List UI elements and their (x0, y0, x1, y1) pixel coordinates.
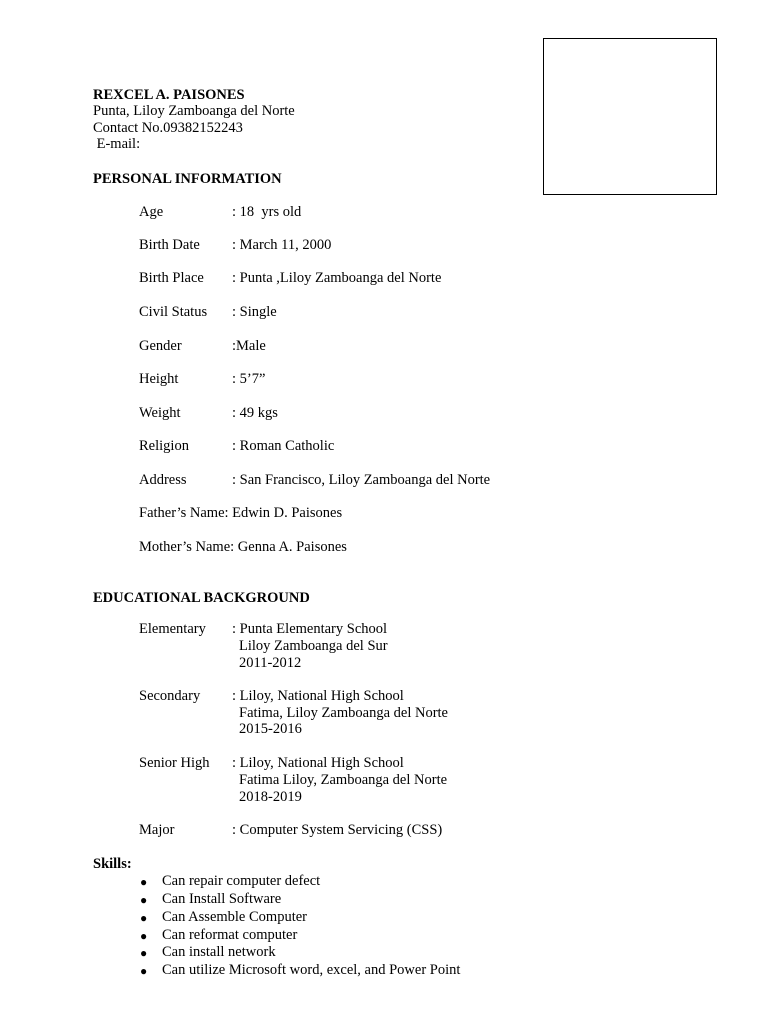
school-location: Fatima Liloy, Zamboanga del Norte (239, 772, 448, 788)
field-value: :Male (232, 338, 266, 354)
applicant-name: REXCEL A. PAISONES (93, 87, 245, 103)
field-label: Civil Status (139, 304, 208, 320)
field-value: : Single (232, 304, 277, 320)
field-label: Birth Date (139, 237, 200, 253)
school-name: : Liloy, National High School (232, 688, 404, 704)
field-label: Weight (139, 405, 181, 421)
field-value: : 18 yrs old (232, 204, 302, 220)
bullet-icon: ● (140, 911, 148, 925)
field-value: : 49 kgs (232, 405, 278, 421)
field-value: : Punta ,Liloy Zamboanga del Norte (232, 270, 442, 286)
field-label: Height (139, 371, 179, 387)
school-location: Fatima, Liloy Zamboanga del Norte (239, 705, 448, 721)
school-years: 2011-2012 (239, 655, 302, 671)
bullet-icon: ● (140, 964, 148, 978)
skills-heading: Skills: (93, 856, 132, 872)
education-level-label: Elementary (139, 621, 206, 637)
field-value: : San Francisco, Liloy Zamboanga del Norte (232, 472, 491, 488)
skill-text: Can Assemble Computer (162, 909, 307, 925)
field-label: Age (139, 204, 164, 220)
field-label: Gender (139, 338, 182, 354)
skill-text: Can repair computer defect (162, 873, 321, 889)
bullet-icon: ● (140, 929, 148, 943)
education-level-label: Senior High (139, 755, 210, 771)
field-label: Religion (139, 438, 189, 454)
field-value: : 5’7” (232, 371, 266, 387)
contact-number: Contact No.09382152243 (93, 120, 243, 136)
education-level-label: Secondary (139, 688, 201, 704)
mothers-name: Mother’s Name: Genna A. Paisones (139, 539, 347, 555)
school-years: 2015-2016 (239, 721, 302, 737)
school-years: 2018-2019 (239, 789, 302, 805)
email-line: E-mail: (93, 136, 141, 152)
school-name: : Liloy, National High School (232, 755, 404, 771)
fathers-name: Father’s Name: Edwin D. Paisones (139, 505, 343, 521)
skill-text: Can install network (162, 944, 276, 960)
skill-text: Can utilize Microsoft word, excel, and Power Point (162, 962, 461, 978)
major-value: : Computer System Servicing (CSS) (232, 822, 443, 838)
school-location: Liloy Zamboanga del Sur (239, 638, 388, 654)
skill-text: Can reformat computer (162, 927, 298, 943)
field-label: Address (139, 472, 187, 488)
personal-info-heading: PERSONAL INFORMATION (93, 171, 282, 187)
photo-placeholder (543, 38, 717, 195)
bullet-icon: ● (140, 946, 148, 960)
major-label: Major (139, 822, 175, 838)
field-value: : March 11, 2000 (232, 237, 332, 253)
skill-text: Can Install Software (162, 891, 282, 907)
field-value: : Roman Catholic (232, 438, 335, 454)
bullet-icon: ● (140, 893, 148, 907)
applicant-address: Punta, Liloy Zamboanga del Norte (93, 103, 295, 119)
field-label: Birth Place (139, 270, 204, 286)
school-name: : Punta Elementary School (232, 621, 388, 637)
bullet-icon: ● (140, 875, 148, 889)
education-heading: EDUCATIONAL BACKGROUND (93, 590, 310, 606)
